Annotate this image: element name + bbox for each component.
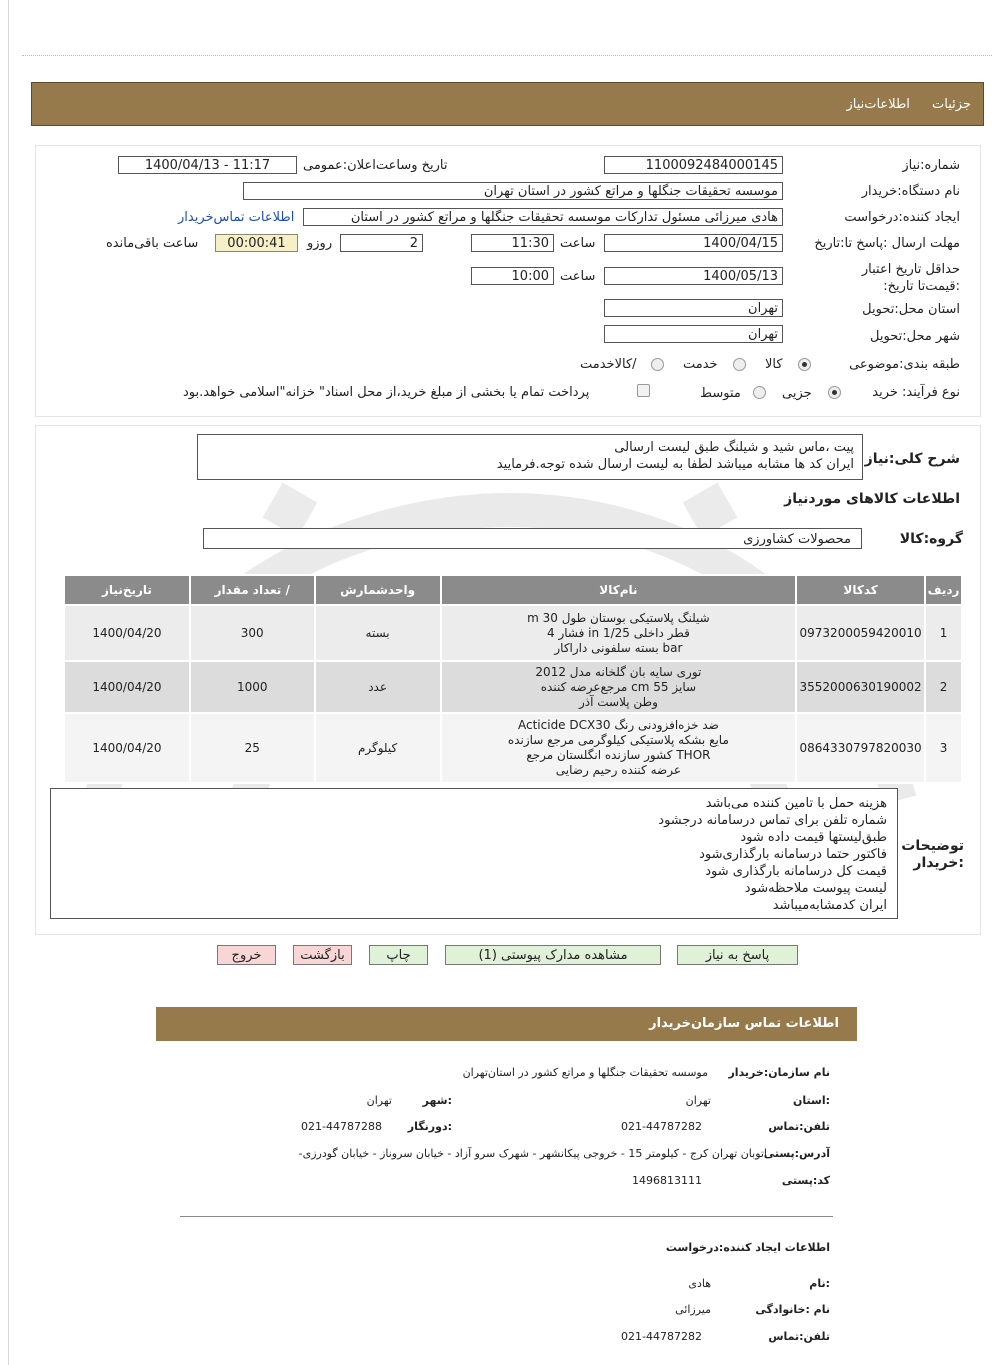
- row-code: 0864330797820030: [796, 713, 925, 783]
- validity-date-field: 1400/05/13: [604, 267, 783, 285]
- creator-name-value: هادی: [688, 1277, 711, 1290]
- days-field: 2: [340, 234, 423, 252]
- requester-label: ایجاد کننده:درخواست: [844, 210, 960, 225]
- row-name: [441, 713, 797, 783]
- contact-address-label: آدرس:پستی: [763, 1147, 830, 1160]
- row-name-line: قطر داخلی 1/25 in فشار 4: [547, 625, 690, 640]
- category-both-label: /کالاخدمت: [580, 357, 637, 372]
- contact-phone-label: تلفن:تماس: [768, 1120, 830, 1133]
- need-number-label: شماره:نیاز: [902, 158, 960, 173]
- need-number-field: 1100092484000145: [604, 156, 783, 174]
- category-service-radio[interactable]: [733, 358, 746, 371]
- row-index: 1: [925, 605, 962, 661]
- purchase-minor-radio[interactable]: [828, 386, 841, 399]
- row-date: 1400/04/20: [64, 713, 190, 783]
- validity-time-label: ساعت: [560, 269, 596, 284]
- row-unit: کیلوگرم: [315, 713, 441, 783]
- row-qty: 1000: [190, 661, 315, 713]
- buyer-note-line: فاکتور حتما درسامانه بارگذاری‌شود: [699, 847, 887, 862]
- row-name-line: شیلنگ پلاستیکی بوستان طول 30 m: [527, 610, 710, 625]
- contact-org-label: نام سازمان:خریدار: [728, 1066, 830, 1079]
- deadline-date-field: 1400/04/15: [604, 234, 783, 252]
- top-divider: [22, 55, 992, 56]
- row-code: 3552000630190002: [796, 661, 925, 713]
- goods-group-field: محصولات کشاورزی: [203, 528, 862, 549]
- category-label: طبقه بندی:موضوعی: [849, 357, 960, 372]
- city-label: شهر محل:تحویل: [870, 329, 960, 344]
- goods-table-header: [64, 575, 962, 605]
- purchase-medium-radio[interactable]: [753, 386, 766, 399]
- left-border-line: [8, 0, 9, 1365]
- row-name-line: مایع بشکه پلاستیکی کیلوگرمی مرجع سازنده: [507, 733, 729, 747]
- treasury-checkbox[interactable]: [637, 384, 650, 397]
- creator-phone-label: تلفن:تماس: [768, 1330, 830, 1343]
- purchase-medium-label: متوسط: [700, 386, 741, 401]
- row-name: [441, 605, 797, 661]
- creator-phone-value: 021-44787282: [621, 1330, 702, 1343]
- contact-phone-value: 021-44787282: [621, 1120, 702, 1133]
- breadcrumb-details[interactable]: جزئیات: [932, 97, 971, 112]
- days-label: روزو: [307, 236, 333, 251]
- requester-field: هادی میرزائی مسئول تدارکات موسسه تحقیقات جنگلها و مراتع کشور در استان: [303, 208, 783, 226]
- row-unit: بسته: [315, 605, 441, 661]
- city-field: تهران: [604, 325, 783, 343]
- reply-button[interactable]: پاسخ به نیاز: [677, 945, 798, 965]
- row-index: 3: [925, 713, 962, 783]
- description-line-1: پیت ،ماس شید و شیلنگ طبق لیست ارسالی: [614, 440, 854, 455]
- creator-family-label: نام :خانوادگی: [755, 1303, 830, 1316]
- row-unit: عدد: [315, 661, 441, 713]
- breadcrumb: [828, 97, 971, 112]
- contact-fax-value: 021-44787288: [301, 1120, 382, 1133]
- row-index: 2: [925, 661, 962, 713]
- print-button[interactable]: چاپ: [369, 945, 428, 965]
- buyer-org-label: نام دستگاه:خریدار: [861, 184, 960, 199]
- contact-city-value: تهران: [366, 1094, 392, 1107]
- contact-postal-label: کد:پستی: [781, 1174, 830, 1187]
- category-both-radio[interactable]: [651, 358, 664, 371]
- row-name-line: وطن پلاست آذر: [578, 694, 658, 709]
- description-line-2: ایران کد ها مشابه میباشد لطفا به لیست ارسال شده توجه.فرمایید: [496, 457, 854, 472]
- contact-city-label: :شهر: [422, 1094, 452, 1107]
- buyer-note-line: طبق‌لیستها قیمت داده شود: [740, 830, 887, 845]
- remaining-label: ساعت باقی‌مانده: [106, 236, 199, 251]
- province-label: استان محل:تحویل: [862, 302, 960, 317]
- row-qty: 25: [190, 713, 315, 783]
- row-name-line: bar بسته سلفونی داراکار: [554, 640, 683, 655]
- remaining-timer: 00:00:41: [215, 234, 298, 252]
- row-name: [441, 661, 797, 713]
- contact-org-value: موسسه تحقیقات جنگلها و مراتع کشور در استان‌تهران: [462, 1066, 708, 1079]
- exit-button[interactable]: خروج: [217, 945, 276, 965]
- col-unit-header: واحدشمارش: [315, 575, 441, 605]
- category-goods-label: کالا: [765, 357, 783, 372]
- col-qty-header: / تعداد مقدار: [190, 575, 315, 605]
- description-label: شرح کلی:نیاز: [864, 451, 960, 467]
- goods-table: [63, 574, 963, 784]
- category-goods-radio[interactable]: [798, 358, 811, 371]
- contact-header-title: اطلاعات تماس سازمان‌خریدار: [649, 1016, 839, 1031]
- table-row[interactable]: [64, 713, 962, 783]
- buyer-note-line: هزینه حمل با تامین کننده می‌باشد: [705, 796, 887, 811]
- validity-time-field: 10:00: [471, 267, 554, 285]
- description-box: [197, 434, 863, 480]
- buyer-notes-label: توضیحات :خریدار: [901, 838, 964, 871]
- attachments-button[interactable]: مشاهده مدارک پیوستی (1): [445, 945, 661, 965]
- purchase-minor-label: جزیی: [782, 386, 812, 401]
- buyer-note-line: ایران کدمشابه‌میباشد: [772, 898, 887, 913]
- purchase-type-label: نوع فرآیند: خرید: [872, 385, 960, 400]
- breadcrumb-bar: [31, 82, 984, 126]
- row-date: 1400/04/20: [64, 605, 190, 661]
- creator-name-label: :نام: [809, 1277, 830, 1290]
- province-field: تهران: [604, 299, 783, 317]
- col-name-header: نام‌کالا: [441, 575, 797, 605]
- contact-province-label: :استان: [793, 1094, 830, 1107]
- goods-group-label: گروه:کالا: [899, 531, 963, 547]
- deadline-time-field: 11:30: [471, 234, 554, 252]
- col-date-header: تاریخ‌نیاز: [64, 575, 190, 605]
- row-name-line: ضد خزه‌افزودنی رنگ Acticide DCX30: [518, 718, 719, 732]
- breadcrumb-need-info[interactable]: اطلاعات‌نیاز: [846, 97, 910, 112]
- col-code-header: کدکالا: [796, 575, 925, 605]
- row-qty: 300: [190, 605, 315, 661]
- contact-header-bar: [156, 1007, 857, 1041]
- row-name-line: سایز 55 cm مرجع‌عرضه کننده: [540, 679, 697, 694]
- row-name-line: THOR کشور سازنده انگلستان مرجع: [526, 748, 711, 762]
- back-button[interactable]: بازگشت: [293, 945, 352, 965]
- col-row-header: ردیف: [925, 575, 962, 605]
- announce-label: تاریخ وساعت‌اعلان:عمومی: [303, 158, 448, 173]
- buyer-note-line: لیست پیوست ملاحظه‌شود: [744, 881, 887, 896]
- creator-family-value: میرزائی: [675, 1303, 711, 1316]
- contact-fax-label: :دورنگار: [407, 1120, 452, 1133]
- buyer-contact-link[interactable]: اطلاعات تماس‌خریدار: [178, 210, 295, 225]
- row-name-line: عرضه کننده رحیم رضایی: [555, 763, 681, 777]
- contact-postal-value: 1496813111: [632, 1174, 702, 1187]
- goods-section-title: اطلاعات کالاهای موردنیاز: [784, 491, 960, 507]
- row-name-line: توری سایه بان گلخانه مدل 2012: [535, 664, 702, 679]
- announce-field: 1400/04/13 - 11:17: [118, 156, 297, 174]
- buyer-notes-box: [50, 788, 898, 919]
- contact-divider: [180, 1216, 833, 1217]
- validity-label: حداقل تاریخ اعتبار :قیمت‌تا تاریخ:: [861, 262, 960, 294]
- deadline-time-label: ساعت: [560, 236, 596, 251]
- row-date: 1400/04/20: [64, 661, 190, 713]
- buyer-note-line: شماره تلفن برای تماس درسامانه درجشود: [658, 813, 887, 828]
- contact-province-value: تهران: [685, 1094, 711, 1107]
- buyer-note-line: قیمت کل درسامانه بارگذاری شود: [705, 864, 887, 879]
- creator-section-title: اطلاعات ایجاد کننده:درخواست: [665, 1241, 830, 1254]
- deadline-label: مهلت ارسال :پاسخ تا:تاریخ: [814, 236, 960, 251]
- treasury-note: پرداخت تمام یا بخشی از مبلغ خرید،از محل اسناد" خزانه"اسلامی خواهد.بود: [183, 385, 590, 400]
- buyer-org-field: موسسه تحقیقات جنگلها و مراتع کشور در استان تهران: [243, 182, 783, 200]
- table-row[interactable]: [64, 605, 962, 661]
- row-code: 0973200059420010: [796, 605, 925, 661]
- category-service-label: خدمت: [683, 357, 718, 372]
- table-row[interactable]: [64, 661, 962, 713]
- contact-address-value: اتوبان تهران کرج - کیلومتر 15 - خروجی پیکانشهر - شهرک سرو آزاد - خیابان سروناز - خیابان گودرزی-: [298, 1147, 767, 1160]
